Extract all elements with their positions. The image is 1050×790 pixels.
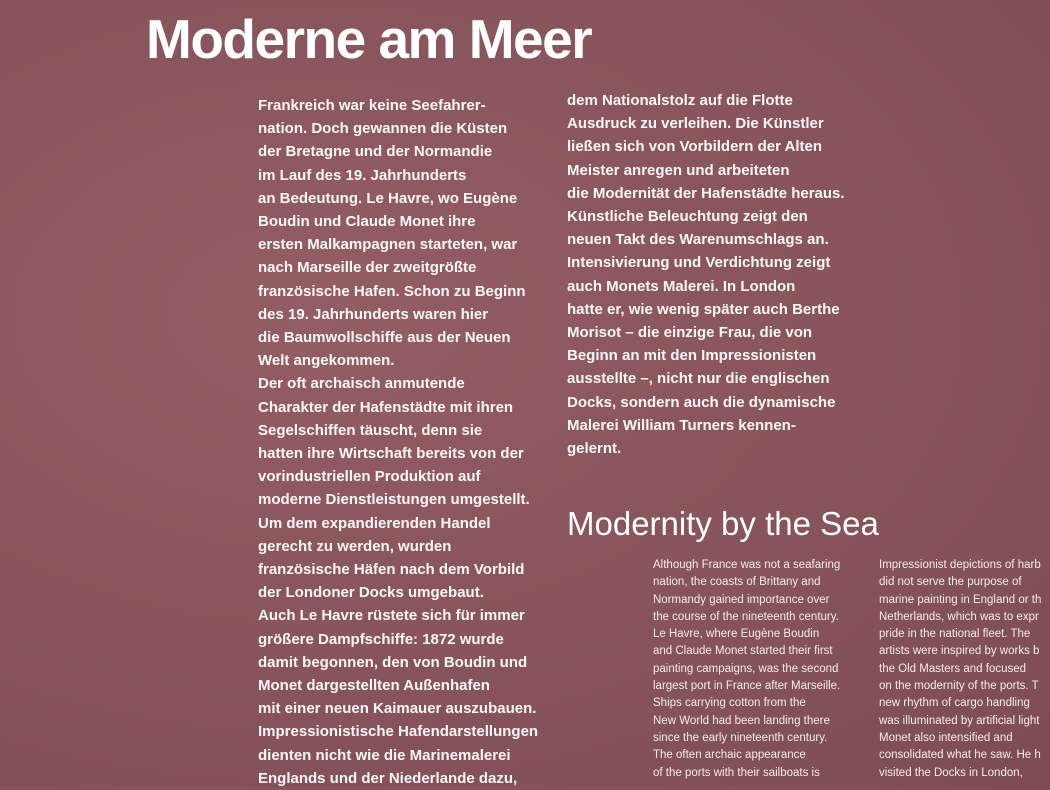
- text-line: Impressionistische Hafendarstellungen: [258, 723, 539, 741]
- text-line: consolidated what he saw. He h: [879, 749, 1041, 762]
- text-line: hatte er, wie wenig später auch Berthe: [567, 300, 840, 318]
- text-line: Auch Le Havre rüstete sich für immer: [258, 607, 525, 625]
- text-line: the Old Masters and focused: [879, 662, 1027, 675]
- text-line: the course of the nineteenth century.: [653, 610, 839, 623]
- text-line: mit einer neuen Kaimauer auszubauen.: [258, 700, 537, 718]
- text-line: Morisot – die einzige Frau, die von: [567, 324, 813, 342]
- text-line: painting campaigns, was the second: [653, 662, 839, 675]
- text-line: Malerei William Turners kennen-: [567, 416, 796, 434]
- text-line: dienten nicht wie die Marinemalerei: [258, 746, 511, 764]
- text-line: Englands und der Niederlande dazu,: [258, 769, 518, 787]
- text-line: new rhythm of cargo handling: [879, 697, 1030, 710]
- text-line: nation. Doch gewannen die Küsten: [258, 120, 508, 138]
- text-line: pride in the national fleet. The: [879, 628, 1031, 641]
- text-line: Meister anregen und arbeiteten: [567, 161, 790, 179]
- text-line: New World had been landing there: [653, 714, 830, 727]
- text-line: ersten Malkampagnen starteten, war: [258, 236, 518, 254]
- english-text-column-1: [653, 557, 840, 782]
- text-line: neuen Takt des Warenumschlags an.: [567, 231, 829, 249]
- text-line: gerecht zu werden, wurden: [258, 537, 452, 555]
- text-line: Docks, sondern auch die dynamische: [567, 393, 836, 411]
- text-line: der Bretagne und der Normandie: [258, 143, 493, 161]
- text-line: Netherlands, which was to expr: [879, 610, 1039, 623]
- text-line: ließen sich von Vorbildern der Alten: [567, 138, 823, 156]
- text-line: die Baumwollschiffe aus der Neuen: [258, 329, 511, 347]
- text-line: nation, the coasts of Brittany and: [653, 576, 821, 589]
- text-line: Monet dargestellten Außenhafen: [258, 677, 490, 695]
- text-line: artists were inspired by works b: [879, 645, 1040, 658]
- text-line: Frankreich war keine Seefahrer-: [258, 97, 486, 114]
- german-text-column-2: [567, 89, 845, 460]
- text-line: Le Havre, where Eugène Boudin: [653, 628, 820, 641]
- text-line: Charakter der Hafenstädte mit ihren: [258, 398, 514, 416]
- text-line: marine painting in England or th: [879, 593, 1042, 606]
- german-text-column-1: [258, 94, 538, 790]
- text-line: of the ports with their sailboats is: [653, 766, 820, 779]
- page-title: Moderne am Meer: [146, 8, 592, 70]
- text-line: Beginn an mit den Impressionisten: [567, 347, 817, 365]
- text-line: Künstliche Beleuchtung zeigt den: [567, 208, 808, 226]
- text-line: vorindustriellen Produktion auf: [258, 468, 481, 486]
- text-line: Welt angekommen.: [258, 352, 395, 370]
- text-line: Although France was not a seafaring: [653, 559, 841, 571]
- text-line: Normandy gained importance over: [653, 593, 830, 606]
- text-line: on the modernity of the ports. T: [879, 680, 1039, 693]
- text-line: did not serve the purpose of: [879, 576, 1022, 589]
- text-line: Um dem expandierenden Handel: [258, 514, 491, 532]
- text-line: damit begonnen, den von Boudin und: [258, 653, 528, 671]
- text-line: ausstellte –, nicht nur die englischen: [567, 370, 830, 388]
- text-line: gelernt.: [567, 440, 622, 458]
- text-line: Intensivierung und Verdichtung zeigt: [567, 254, 831, 272]
- text-line: an Bedeutung. Le Havre, wo Eugène: [258, 189, 518, 207]
- text-line: französische Hafen. Schon zu Beginn: [258, 282, 526, 300]
- text-line: Monet also intensified and: [879, 731, 1013, 744]
- english-title: Modernity by the Sea: [567, 505, 879, 542]
- text-line: was illuminated by artificial light: [879, 714, 1040, 727]
- text-line: Ships carrying cotton from the: [653, 697, 806, 710]
- text-line: Ausdruck zu verleihen. Die Künstler: [567, 115, 824, 133]
- text-line: and Claude Monet started their first: [653, 645, 833, 658]
- text-line: nach Marseille der zweitgrößte: [258, 259, 477, 277]
- text-line: since the early nineteenth century.: [653, 731, 828, 744]
- text-line: Impressionist depictions of harb: [879, 559, 1041, 571]
- text-line: die Modernität der Hafenstädte heraus.: [567, 184, 845, 202]
- text-line: auch Monets Malerei. In London: [567, 277, 796, 295]
- text-line: dem Nationalstolz auf die Flotte: [567, 92, 793, 109]
- text-line: französische Häfen nach dem Vorbild: [258, 561, 525, 579]
- text-line: moderne Dienstleistungen umgestellt.: [258, 491, 530, 509]
- text-line: des 19. Jahrhunderts waren hier: [258, 305, 489, 323]
- text-line: hatten ihre Wirtschaft bereits von der: [258, 445, 524, 463]
- text-line: visited the Docks in London,: [879, 766, 1023, 779]
- text-line: Segelschiffen täuscht, denn sie: [258, 421, 483, 439]
- text-line: Boudin und Claude Monet ihre: [258, 213, 476, 231]
- text-line: largest port in France after Marseille.: [653, 680, 841, 693]
- english-text-column-2: [879, 557, 1041, 782]
- text-line: Der oft archaisch anmutende: [258, 375, 465, 393]
- text-line: im Lauf des 19. Jahrhunderts: [258, 166, 467, 184]
- text-line: größere Dampfschiffe: 1872 wurde: [258, 630, 504, 648]
- text-line: der Londoner Docks umgebaut.: [258, 584, 484, 602]
- text-line: The often archaic appearance: [653, 749, 806, 762]
